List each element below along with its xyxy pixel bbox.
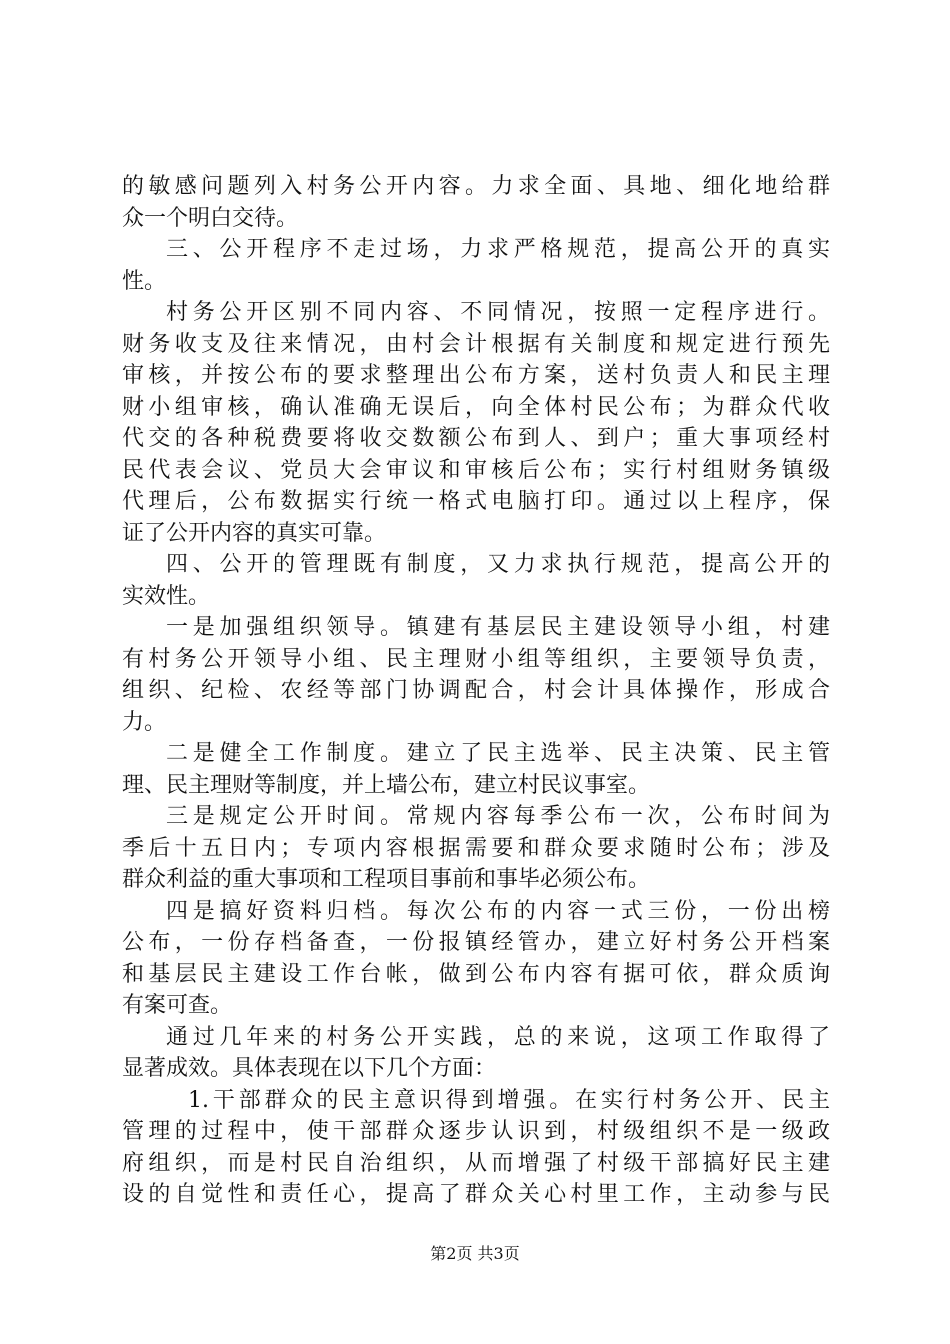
text-line: 力。 [122,709,167,735]
text-line: 众一个明白交待。 [122,205,299,231]
text-line: 群众利益的重大事项和工程项目事前和事毕必须公布。 [122,867,651,892]
text-line: 组织、纪检、农经等部门协调配合，村会计具体操作，形成合 [122,678,830,703]
text-line: 四、公开的管理既有制度，又力求执行规范，提高公开的 [166,552,830,577]
text-line: 性。 [122,268,167,294]
text-line: 一是加强组织领导。镇建有基层民主建设领导小组，村建 [166,615,830,640]
text-line: 实效性。 [122,583,211,609]
document-body [122,171,830,1211]
text-line: 三是规定公开时间。常规内容每季公布一次，公布时间为 [166,804,830,829]
text-line: 代交的各种税费要将收交数额公布到人、到户；重大事项经村 [122,426,830,451]
text-line: 有案可查。 [122,993,233,1018]
text-line: 通过几年来的村务公开实践，总的来说，这项工作取得了 [166,1024,830,1050]
text-line: 公布，一份存档备查，一份报镇经管办，建立好村务公开档案 [122,930,830,955]
text-line: 管理的过程中，使干部群众逐步认识到，村级组织不是一级政 [122,1119,830,1144]
text-line: 四是搞好资料归档。每次公布的内容一式三份，一份出榜 [166,898,830,924]
text-line: 有村务公开领导小组、民主理财小组等组织，主要领导负责， [122,646,830,672]
text-line: 村务公开区别不同内容、不同情况，按照一定程序进行。 [166,300,830,325]
text-line: 民代表会议、党员大会审议和审核后公布；实行村组财务镇级 [122,457,830,483]
text-line: 三、公开程序不走过场，力求严格规范，提高公开的真实 [166,237,830,262]
page-footer: 第2页 共3页 [430,1244,520,1263]
text-line: 审核，并按公布的要求整理出公布方案，送村负责人和民主理 [122,363,830,388]
text-line: 财小组审核，确认准确无误后，向全体村民公布；为群众代收 [122,394,830,420]
text-line: 财务收支及往来情况，由村会计根据有关制度和规定进行预先 [122,331,830,357]
text-line: 季后十五日内；专项内容根据需要和群众要求随时公布；涉及 [122,835,830,861]
text-line: 设的自觉性和责任心，提高了群众关心村里工作，主动参与民 [122,1182,830,1207]
text-line: 显著成效。具体表现在以下几个方面： [122,1056,497,1081]
text-line: 和基层民主建设工作台帐，做到公布内容有据可依，群众质询 [122,961,830,987]
text-line: 理、民主理财等制度，并上墙公布，建立村民议事室。 [122,772,651,798]
text-line: 代理后，公布数据实行统一格式电脑打印。通过以上程序，保 [122,489,830,514]
text-line: 府组织，而是村民自治组织，从而增强了村级干部搞好民主建 [122,1150,830,1176]
text-line: 的敏感问题列入村务公开内容。力求全面、具地、细化地给群 [122,174,830,199]
text-line: 1.干部群众的民主意识得到增强。在实行村务公开、民主 [188,1087,830,1113]
text-line: 证了公开内容的真实可靠。 [122,520,387,546]
text-line: 二是健全工作制度。建立了民主选举、民主决策、民主管 [166,741,830,766]
